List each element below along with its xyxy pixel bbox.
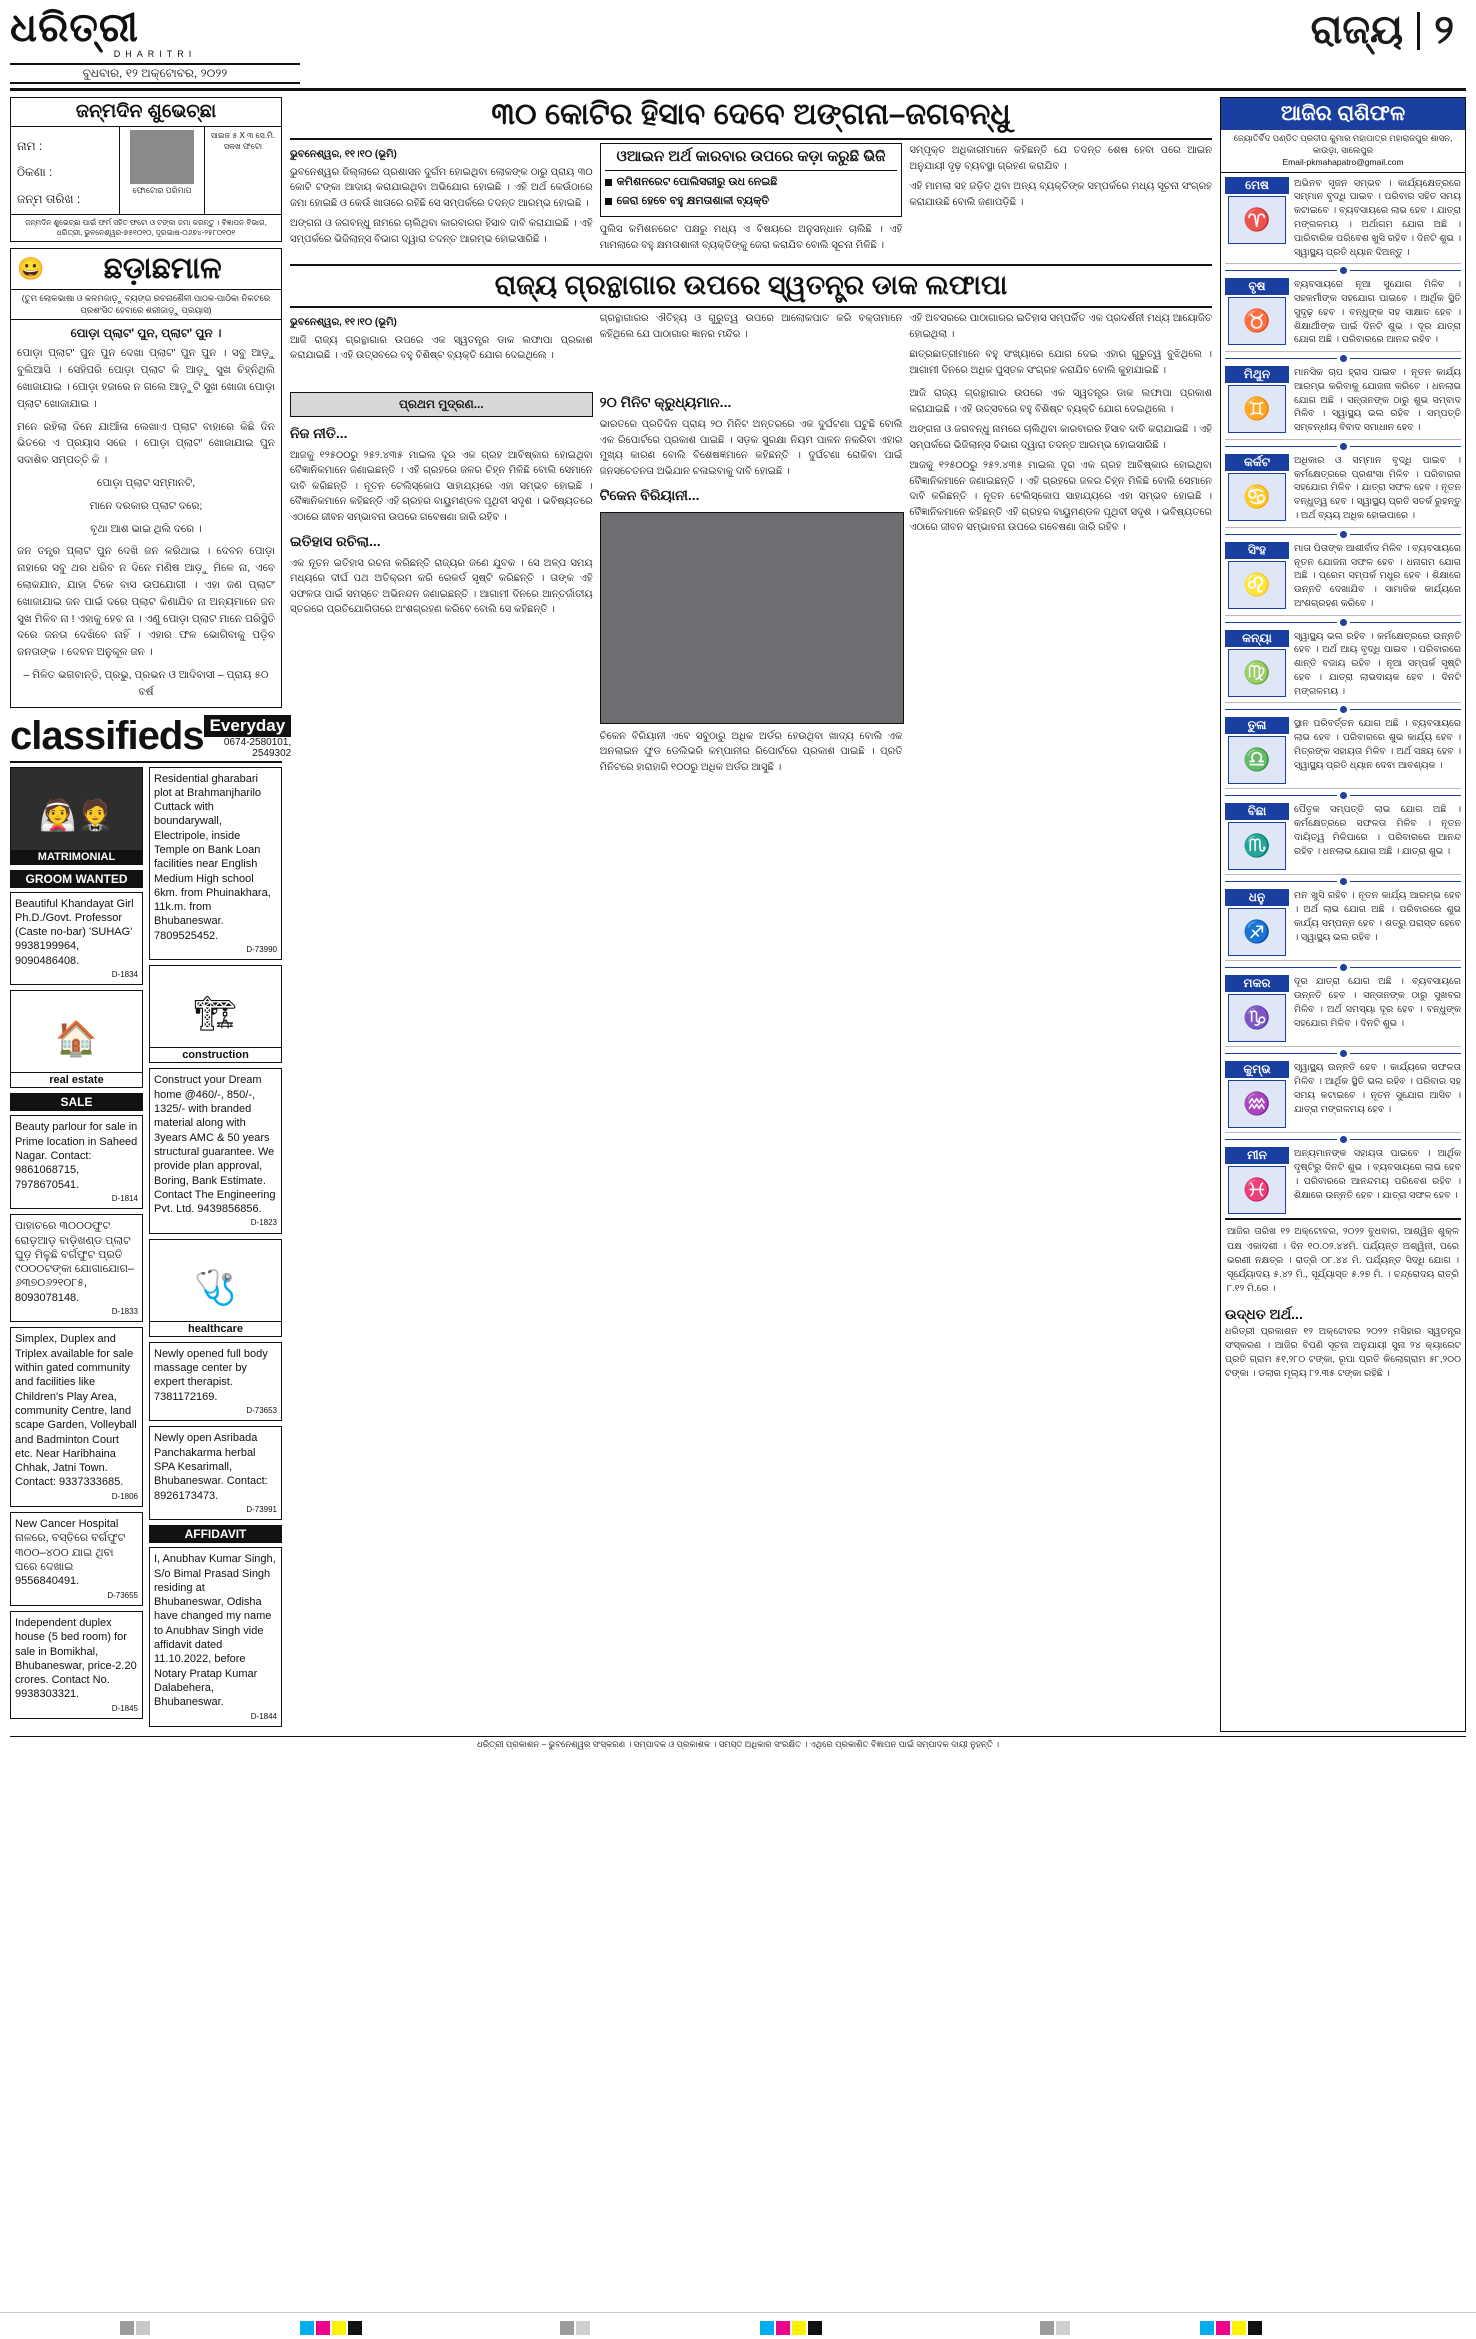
divider — [1225, 267, 1461, 274]
divider — [1225, 1136, 1461, 1143]
sign-text: ପୈତୃକ ସମ୍ପତ୍ତି ଲାଭ ଯୋଗ ଅଛି । କର୍ମକ୍ଷେତ୍ରରେ ସଫଳତା ମିଳିବ । ନୂତନ ଦାୟିତ୍ୱ ମିଳିପାରେ । ପରିବାରରେ ଆନନ୍ଦ ରହିବ । ଧନଲାଭ ଯୋଗ ଅଛି । ଯାତ୍ରା ଶୁଭ । — [1294, 804, 1461, 857]
divider — [1225, 443, 1461, 450]
second-headline: ରାଜ୍ୟ ଗ୍ରନ୍ଥାଗାର ଉପରେ ସ୍ୱତନ୍ତ୍ର ଡାକ ଲଫାପା — [290, 264, 1212, 308]
birthday-photo-slot — [119, 127, 205, 214]
sign-name: ମିଥୁନ — [1225, 366, 1289, 383]
main-sidebox — [600, 143, 903, 217]
sign-text: ଅଧିକାର ଓ ସମ୍ମାନ ବୃଦ୍ଧି ପାଇବ । କର୍ମକ୍ଷେତ୍ରରେ ପ୍ରଶଂସା ମିଳିବ । ପରିବାରର ସହଯୋଗ ମିଳିବ । ଯାତ୍ରା ସଫଳ ହେବ । ନୂତନ ବନ୍ଧୁତ୍ୱ ହେବ । ସ୍ୱାସ୍ଥ୍ୟ ପ୍ରତି ସତର୍କ ରୁହନ୍ତୁ । ଅର୍ଥ ବ୍ୟୟ ଅଧିକ ହୋଇପାରେ । — [1294, 454, 1461, 521]
matrimonial-image — [10, 767, 143, 865]
ad-code: D-1806 — [111, 1491, 138, 1501]
sidebox-bullet: ଜେରା ହେବେ ବହୁ କ୍ଷମତାଶାଳୀ ବ୍ୟକ୍ତି — [605, 194, 898, 209]
second-col-1 — [290, 311, 593, 383]
leo-icon: ♌ — [1228, 561, 1286, 609]
main-headline: ୩୦ କୋଟିର ହିସାବ ଦେବେ ଅଙ୍ଗନା–ଜଗବନ୍ଧୁ — [290, 97, 1212, 140]
horoscope-sign — [1225, 450, 1461, 528]
sign-head — [1225, 1061, 1289, 1128]
birthday-body — [11, 127, 281, 214]
paragraph: ସମ୍ପୃକ୍ତ ଅଧିକାରୀମାନେ କହିଛନ୍ତି ଯେ ତଦନ୍ତ ଶେଷ ହେବା ପରେ ଆଇନ ଅନୁଯାୟୀ ଦୃଢ଼ ବ୍ୟବସ୍ଥା ଗ୍ରହଣ କରାଯିବ । — [909, 145, 1213, 172]
classifieds-grid — [10, 767, 282, 1732]
category-sale: SALE — [10, 1093, 143, 1111]
satire-title: ଛଡ଼ାଛମାଳ — [103, 252, 222, 286]
divider — [1225, 792, 1461, 799]
classifieds-header — [10, 713, 292, 763]
sign-name: ତୁଳା — [1225, 717, 1289, 734]
sign-text: ମନ ଖୁସି ରହିବ । ନୂତନ କାର୍ଯ୍ୟ ଆରମ୍ଭ ହେବ । ଅର୍ଥ ଲାଭ ଯୋଗ ଅଛି । ପରିବାରରେ ଶୁଭ କାର୍ଯ୍ୟ ସମ୍ପନ୍ନ ହେବ । ଶତ୍ରୁ ପରାସ୍ତ ହେବେ । ସ୍ୱାସ୍ଥ୍ୟ ଭଲ ରହିବ । — [1294, 890, 1461, 943]
ad-code: D-1844 — [250, 1711, 277, 1721]
ad-item[interactable] — [149, 767, 282, 961]
real-estate-caption: real estate — [11, 1072, 142, 1087]
stethoscope-icon: 🩺 — [194, 1268, 237, 1307]
birthday-footer: ଜନ୍ମଦିନ ଶୁଭେଚ୍ଛା ପାଇଁ ଫର୍ମ ସହିତ ଫଟୋ ଓ ଟଙ୍କା ଜମା କରନ୍ତୁ । ବିଜ୍ଞାପନ ବିଭାଗ, ଧରିତ୍ରୀ, ଭୁବନେଶ୍ୱର-୭୫୧୦୧୦, ଦୂରଭାଷ-୦୬୭୪-୨୫୮୦୧୦୧ — [11, 214, 281, 241]
verse-2: ମାନେ ଦରକାର ପ୍ଲାଟ ଦରେ; — [89, 499, 203, 512]
birthday-fields — [11, 127, 119, 214]
verse-1: ପୋଡ଼ା ପ୍ଲାଟ ସମ୍ମାନଟି, — [96, 476, 196, 489]
masthead-logo-sub: DHARITRI — [113, 49, 197, 59]
masthead-date: ବୁଧବାର, ୧୨ ଅକ୍ଟୋବର, ୨୦୨୨ — [10, 63, 300, 84]
divider — [1225, 619, 1461, 626]
feature-text: ଏକ ନୂତନ ଇତିହାସ ରଚନା କରିଛନ୍ତି ରାଜ୍ୟର ଜଣେ ଯୁବକ । ସେ ଅଳ୍ପ ସମୟ ମଧ୍ୟରେ ଦୀର୍ଘ ପଥ ଅତିକ୍ରମ କରି ରେକର୍ଡ ସୃଷ୍ଟି କରିଛନ୍ତି । ତାଙ୍କ ଏହି ସଫଳତା ପାଇଁ ସମସ୍ତେ ଅଭିନନ୍ଦନ ଜଣାଇଛନ୍ତି । ଆଗାମୀ ଦିନରେ ଆନ୍ତର୍ଜାତୀୟ ସ୍ତରରେ ପ୍ରତିଯୋଗିତାରେ ଅଂଶଗ୍ରହଣ କରିବେ ବୋଲି ସେ କହିଛନ୍ତି । — [290, 557, 593, 616]
birthday-title: ଜନ୍ମଦିନ ଶୁଭେଚ୍ଛା — [11, 98, 281, 127]
horoscope-sign — [1225, 1057, 1461, 1133]
second-story-body — [290, 311, 1212, 383]
sign-text: ଅଭିନବ ସୃଜନ ସମ୍ଭବ । କାର୍ଯ୍ୟକ୍ଷେତ୍ରରେ ସମ୍ମାନ ବୃଦ୍ଧି ପାଇବ । ପରିବାର ସହିତ ସମୟ କଟାଇବେ । ବ୍ୟବସାୟରେ ଲାଭ ହେବ । ଯାତ୍ରା ମଙ୍ଗଳମୟ । ଅର୍ଥାଗମ ଯୋଗ ଅଛି । ପାରିବାରିକ ପରିବେଶ ଖୁସି ରହିବ । ଦିନଟି ଶୁଭ । ସ୍ୱାସ୍ଥ୍ୟ ପ୍ରତି ଧ୍ୟାନ ଦିଅନ୍ତୁ । — [1294, 177, 1461, 258]
horoscope-sign — [1225, 713, 1461, 789]
satire-signature: – ମିଳିତ ଭଗବାନ୍ତି, ପ୍ରଭୁ, ପ୍ରଭନ ଓ ଆଦିବାସୀ – ପ୍ରାୟ ୫୦ ବର୍ଷ — [23, 668, 269, 698]
horoscope-sign — [1225, 362, 1461, 440]
horoscope-sign — [1225, 173, 1461, 265]
real-estate-image — [10, 990, 143, 1088]
paragraph: ପୁଲିସ କମିଶନରେଟ ପକ୍ଷରୁ ମଧ୍ୟ ଏ ବିଷୟରେ ଅନୁସନ୍ଧାନ ଚାଲିଛି । ଏହି ମାମଲାରେ ବହୁ କ୍ଷମତାଶାଳୀ ବ୍ୟକ୍ତିଙ୍କୁ ଜେରା କରାଯିବ ବୋଲି ସୂଚନା ମିଳିଛି । — [599, 224, 903, 251]
astrologer-email: Email-pkmahapatro@gmail.com — [1282, 156, 1404, 167]
ad-item[interactable] — [10, 1512, 143, 1606]
ad-item[interactable] — [10, 1214, 143, 1322]
second-col-2 — [600, 311, 903, 383]
photo-caption: ଫୋଟୋର ପରିମାପ — [132, 186, 192, 195]
paragraph: ଏହି ମାମଲା ସହ ଜଡ଼ିତ ଥିବା ଅନ୍ୟ ବ୍ୟକ୍ତିଙ୍କ ସମ୍ପର୍କରେ ମଧ୍ୟ ସୂଚନା ସଂଗ୍ରହ କରାଯାଉଛି ବୋଲି ଜଣାପଡ଼ିଛି । — [909, 181, 1213, 208]
paragraph: ଆଜି ରାଜ୍ୟ ଗ୍ରନ୍ଥାଗାର ଉପରେ ଏକ ସ୍ୱତନ୍ତ୍ର ଡାକ ଲଫାପା ପ୍ରକାଶ କରାଯାଇଛି । ଏହି ଉତ୍ସବରେ ବହୁ ବିଶିଷ୍ଟ ବ୍ୟକ୍ତି ଯୋଗ ଦେଇଥିଲେ । — [290, 334, 593, 362]
main-column — [290, 97, 1212, 1732]
feature-col-1 — [290, 386, 593, 780]
feature-text: ଭାରତରେ ପ୍ରତିଦିନ ପ୍ରାୟ ୨୦ ମିନିଟ ଅନ୍ତରରେ ଏକ ଦୁର୍ଘଟଣା ଘଟୁଛି ବୋଲି ଏକ ରିପୋର୍ଟରେ ପ୍ରକାଶ ପାଇଛି । ସଡ଼କ ସୁରକ୍ଷା ନିୟମ ପାଳନ ନକରିବା ଏହାର ମୁଖ୍ୟ କାରଣ ବୋଲି ବିଶେଷଜ୍ଞମାନେ କହିଛନ୍ତି । ଦୁର୍ଘଟଣା ରୋକିବା ପାଇଁ ଜନସଚେତନତା ଅଭିଯାନ ଚଳାଇବାକୁ ଦାବି ହୋଇଛି । — [599, 419, 903, 477]
divider — [1225, 1050, 1461, 1057]
paragraph: ଭୁବନେଶ୍ୱର ଜିଲ୍ଲାରେ ପ୍ରଶାସନ ଦୁର୍ଗମ ହୋଇଥିବା ଲୋକଙ୍କ ଠାରୁ ପ୍ରାୟ ୩୦ କୋଟି ଟଙ୍କା ଆଦାୟ କରାଯାଇଥିବା ଅଭିଯୋଗ ହୋଇଛି । ଏହି ଅର୍ଥ କେଉଁଠାରେ ଜମା ହୋଇଛି ଓ କେଉଁ ଖାତାରେ ରହିଛି ସେ ସମ୍ପର୍କରେ ତଦନ୍ତ ଆରମ୍ଭ ହୋଇଛି । — [290, 166, 593, 209]
sign-head — [1225, 1147, 1289, 1214]
ad-code: D-73655 — [107, 1590, 138, 1600]
left-column — [10, 97, 292, 1732]
satire-closing: ଜନ ତନ୍ତ୍ର ପ୍ଲାଟ ପୁନ ଦେଖି ଜନ କରିଥାଇ । ଦେବନ ପୋଡ଼ା ନାହାରେ ସବୁ ଥର ଧରିବ ନ ଦିନେ ମଣିଷ ଆଡ଼ୁ ମିଳେ ନା, ଏବେ ଲୋକଯାନ, ଯାହା ଟିକେ ବାସ ଉପଯୋଗୀ । ଏହା ଜଣ ପ୍ଲାଟ' ଖୋଜାଯାଇ ଜନ ପାଇଁ ଦରେ ପ୍ଲାଟ କିଣାଯିବ ନା ଅନ୍ୟମାନେ ଜନ ସୁଖ ମିଳିବ ନା ! ଏହାକୁ ହେବ ନା । ଏଣୁ ପୋଡ଼ା ପ୍ଲାଟ ମାନେ ପରିସ୍ଥିତି ଦରେ ଜନତା ଦେଖିବେ ନାହିଁ । ଏହାର ଫଳ ଭୋଗିବାକୁ ପଡ଼ିବ ଜନତାଙ୍କ । ଦେବନ ଅନୁକୂଳ ଜନ । — [17, 545, 275, 659]
color-registration-strip — [0, 2312, 1476, 2339]
field-name: ନାମ : — [17, 139, 43, 153]
second-byline: ଭୁବନେଶ୍ୱର, ୧୧।୧୦ (ଭୂମି) — [290, 317, 397, 329]
horoscope-credit — [1221, 130, 1465, 173]
scorpio-icon: ♏ — [1228, 822, 1286, 870]
divider — [1225, 706, 1461, 713]
divider — [1225, 964, 1461, 971]
field-dob: ଜନ୍ମ ତାରିଖ : — [17, 191, 81, 206]
paragraph: ଛାତ୍ରଛାତ୍ରୀମାନେ ବହୁ ସଂଖ୍ୟାରେ ଯୋଗ ଦେଇ ଏହାର ଗୁରୁତ୍ୱ ବୁଝିଥିଲେ । ଆଗାମୀ ଦିନରେ ଅଧିକ ପୁସ୍ତକ ସଂଗ୍ରହ କରାଯିବ ବୋଲି କୁହାଯାଇଛି । — [909, 349, 1213, 376]
sign-text: ମାନସିକ ଚାପ ହ୍ରାସ ପାଇବ । ନୂତନ କାର୍ଯ୍ୟ ଆରମ୍ଭ କରିବାକୁ ଯୋଜନା କରିବେ । ଧନଲାଭ ଯୋଗ ଅଛି । ସନ୍ତାନଙ୍କ ଠାରୁ ଶୁଭ ସମ୍ବାଦ ମିଳିବ । ସ୍ୱାସ୍ଥ୍ୟ ଭଲ ରହିବ । ସମ୍ପତ୍ତି ସମ୍ବନ୍ଧୀୟ ବିବାଦ ସମାଧାନ ହେବ । — [1294, 367, 1461, 434]
healthcare-caption: healthcare — [150, 1321, 281, 1336]
satire-subtitle: (ତୁମ ଲୋକଭାଷା ଓ କଳମଜାଡ଼ୁ ବ୍ୟଙ୍ଗ ରଚନାଶୈଳୀ ପାଠକ-ପାଠିକା ନିକଟରେ ପ୍ରଶଂସିତ ହେବାରେ ଶରୀଜାଡ଼ୁ ପ୍ରୟାସ) — [11, 290, 281, 320]
ad-item[interactable] — [10, 1115, 143, 1209]
sign-text: ବ୍ୟବସାୟରେ ନୂଆ ସୁଯୋଗ ମିଳିବ । ସହକର୍ମୀଙ୍କ ସହଯୋଗ ପାଇବେ । ଆର୍ଥିକ ସ୍ଥିତି ସୁଦୃଢ଼ ହେବ । ବନ୍ଧୁଙ୍କ ସହ ସାକ୍ଷାତ ହେବ । ଶିକ୍ଷାର୍ଥୀଙ୍କ ପାଇଁ ଦିନଟି ଶୁଭ । ଦୂର ଯାତ୍ରା ଯୋଗ ଅଛି । ପରିବାରରେ ଆନନ୍ଦ ରହିବ । — [1294, 279, 1461, 346]
story-col-2 — [600, 143, 903, 258]
ad-code: D-1833 — [111, 1307, 138, 1317]
news-photo — [600, 512, 905, 724]
aquarius-icon: ♒ — [1228, 1080, 1286, 1128]
swatch-group-gray-2 — [1040, 2321, 1070, 2335]
field-address: ଠିକଣା : — [17, 165, 53, 180]
ad-code: D-1845 — [111, 1703, 138, 1713]
ad-item[interactable] — [149, 1342, 282, 1422]
ad-item[interactable] — [149, 1426, 282, 1520]
sign-name: କନ୍ୟା — [1225, 630, 1289, 647]
feature-text: ଆଜକୁ ୧୨୫୦୦ରୁ ୨୫୨.୪୩୫ ମାଇଲ ଦୂର ଏକ ଗ୍ରହ ଆବିଷ୍କାର ହୋଇଥିବା ବୈଜ୍ଞାନିକମାନେ ଜଣାଇଛନ୍ତି । ଏହି ଗ୍ରହରେ ଜଳର ଚିହ୍ନ ମିଳିଛି ବୋଲି ସେମାନେ ଦାବି କରିଛନ୍ତି । ନୂତନ ଟେଲିସ୍କୋପ ସାହାଯ୍ୟରେ ଏହା ସମ୍ଭବ ହୋଇଛି । ବୈଜ୍ଞାନିକମାନେ କହିଛନ୍ତି ଏହି ଗ୍ରହର ବାୟୁମଣ୍ଡଳ ପୃଥିବୀ ସଦୃଶ । ଭବିଷ୍ୟତରେ ଏଠାରେ ଜୀବନ ସମ୍ଭାବନା ଉପରେ ଗବେଷଣା ଜାରି ରହିବ । — [290, 449, 593, 523]
aries-icon: ♈ — [1228, 196, 1286, 244]
story-col-3 — [909, 143, 1212, 258]
construction-image — [149, 965, 282, 1063]
poem-title: ପୋଡ଼ା ପ୍ଲାଟ' ପୁନ, ପ୍ଲାଟ' ପୁନ । — [70, 326, 222, 341]
house-icon: 🏠 — [55, 1020, 98, 1059]
horoscope-sign — [1225, 885, 1461, 961]
ad-text: Construct your Dream home @460/-, 850/-, 1325/- with branded material along with 3years AMC & 50 years structural guarantee. We provide plan approval, Boring, Bank Estimate. Contact The Engineering Pvt. Ltd. 9439856856. — [154, 1074, 276, 1216]
category-affidavit: AFFIDAVIT — [149, 1525, 282, 1543]
horoscope-sign — [1225, 1143, 1461, 1218]
paragraph: ଅଙ୍ଗନା ଓ ଜଗବନ୍ଧୁ ନାମରେ ଚାଲିଥିବା କାରବାରର ହିସାବ ଦାବି କରାଯାଇଛି । ଏହି ସମ୍ପର୍କରେ ଭିଜିଲାନ୍ସ ବିଭାଗ ଦ୍ୱାରା ତଦନ୍ତ ଆରମ୍ଭ ହୋଇସାରିଛି । — [909, 424, 1213, 451]
ad-text: ପାହାଚରେ ୩୦୦୦ଫୁଟ ରୋଡ଼ଆଡ଼ ବାଡ଼ିଖଣ୍ଡ ପ୍ଲାଟ ଘୁଡ଼ ମିଳୁଛି ବର୍ଗଫୁଟ ପ୍ରତି ୯୦୦୦ଟଙ୍କା ଯୋଗାଯୋଗ– ୬୩୭୦୬୨୧୦୮୫, 8093078148. — [15, 1220, 135, 1304]
ad-code: D-1823 — [250, 1218, 277, 1228]
sign-head — [1225, 177, 1289, 260]
ad-code: D-73991 — [246, 1504, 277, 1514]
poem-line-1: ପୋଡ଼ା ପ୍ଲାଟ' ପୁନ ପୁନ ଦେଖା ପ୍ଲାଟ' ପୁନ ପୁନ । ସବୁ ଆଡ଼ୁ ବୁଲିଆସି । ସେହିପରି ପୋଡ଼ା ପ୍ଲାଟ କି ଆଡ଼ୁ ସୁଖ ଚିହ୍ନିଥିଲି ଖୋଜାଯାଇ । ପୋଡ଼ା ହଜାରେ ନ ଗଲେ ଆଡ଼ୁଟି ସୁଖ ଖୋଜା ପୋଡ଼ା ପ୍ଲାଟ ଖୋଜାଯାଇ । — [17, 347, 275, 410]
sidebox-title: ଓଆଇନ ଅର୍ଥ କାରବାର ଉପରେ କଡ଼ା କରୁଛି ଭିଜି — [605, 148, 898, 171]
pisces-icon: ♓ — [1228, 1166, 1286, 1214]
poem-body — [11, 345, 281, 700]
main-byline: ଭୁବନେଶ୍ୱର, ୧୧।୧୦ (ଭୂମି) — [290, 149, 397, 160]
sign-head — [1225, 630, 1289, 699]
horoscope-title: ଆଜିର ରାଶିଫଳ — [1221, 98, 1465, 130]
masthead-logo: ଧରିତ୍ରୀ — [10, 6, 139, 50]
ad-code: D-73990 — [246, 945, 277, 955]
section-heading — [1311, 8, 1466, 53]
sign-text: ଅନ୍ୟମାନଙ୍କ ସହାୟତା ପାଇବେ । ଆର୍ଥିକ ଦୃଷ୍ଟିରୁ ଦିନଟି ଶୁଭ । ବ୍ୟବସାୟରେ ଲାଭ ହେବ । ପରିବାରରେ ଆନନ୍ଦମୟ ପରିବେଶ ରହିବ । ଶିକ୍ଷାରେ ଉନ୍ନତି ହେବ । ଯାତ୍ରା ସଫଳ ହେବ । — [1294, 1148, 1461, 1201]
capricorn-icon: ♑ — [1228, 994, 1286, 1042]
sign-head — [1225, 454, 1289, 523]
sign-head — [1225, 889, 1289, 956]
virgo-icon: ♍ — [1228, 649, 1286, 697]
ad-item[interactable] — [149, 1547, 282, 1727]
feature-text: ଚିକେନ ବିରିୟାନୀ ଏବେ ସବୁଠାରୁ ଅଧିକ ଅର୍ଡର ହେଉଥିବା ଖାଦ୍ୟ ବୋଲି ଏକ ଅନଲାଇନ ଫୁଡ ଡେଲିଭରି କମ୍ପାନୀର ରିପୋର୍ଟରେ ପ୍ରକାଶ ପାଇଛି । ପ୍ରତି ମିନିଟରେ ହାରାହାରି ୧୦୦ରୁ ଅଧିକ ଅର୍ଡର ଆସୁଛି । — [599, 730, 903, 773]
ad-text: Newly open Asribada Panchakarma herbal SPA Kesarimall, Bhubaneswar. Contact: 8926173473. — [154, 1432, 268, 1502]
ad-code: D-73653 — [246, 1406, 277, 1415]
sign-head — [1225, 717, 1289, 784]
horoscope-sign — [1225, 274, 1461, 352]
ad-item[interactable] — [10, 1611, 143, 1719]
category-groom-wanted: GROOM WANTED — [10, 870, 143, 888]
sign-text: ସ୍ୱାସ୍ଥ୍ୟ ଭଲ ରହିବ । କର୍ମକ୍ଷେତ୍ରରେ ଉନ୍ନତି ହେବ । ଅର୍ଥ ଆୟ ବୃଦ୍ଧି ପାଇବ । ପରିବାରରେ ଶାନ୍ତି ବଜାୟ ରହିବ । ନୂଆ ସମ୍ପର୍କ ସୃଷ୍ଟି ହେବ । ଯାତ୍ରା ଲାଭଦାୟକ ହେବ । ଦିନଟି ମଙ୍ଗଳମୟ । — [1294, 630, 1461, 697]
cartoon-icon: 😀 — [17, 256, 45, 282]
classifieds-everyday-badge: Everyday — [204, 715, 292, 737]
logo-block — [10, 8, 300, 84]
masthead — [10, 8, 1466, 91]
ad-item[interactable] — [10, 892, 143, 986]
sign-head — [1225, 975, 1289, 1042]
sidebox-bullet: କମିଶନରେଟ ପୋଲିସରୀରୁ ଉଧ ନେଇଛି — [605, 175, 898, 190]
horoscope-sign — [1225, 799, 1461, 875]
swatch-group-gray — [560, 2321, 590, 2335]
ad-text: New Cancer Hospital ନାଳରେ, ବସ୍ତିରେ ବର୍ଗଫୁଟ ୩୦୦–୪୦୦ ଯାଇ ଥିବା ଘରେ ଦେଖାଇ 9556840491. — [15, 1518, 126, 1588]
main-story-body — [290, 143, 1212, 258]
horoscope-column — [1220, 97, 1466, 1732]
page-imprint: ଧରିତ୍ରୀ ପ୍ରକାଶନ – ଭୁବନେଶ୍ୱର ସଂସ୍କରଣ । ସମ୍ପାଦକ ଓ ପ୍ରକାଶକ । ସମସ୍ତ ଅଧିକାର ସଂରକ୍ଷିତ । ଏଥିରେ ପ୍ରକାଶିତ ବିଜ୍ଞାପନ ପାଇଁ ସମ୍ପାଦକ ଦାୟୀ ନୁହନ୍ତି । — [10, 1736, 1466, 1752]
sign-text: ସ୍ଥାନ ପରିବର୍ତ୍ତନ ଯୋଗ ଅଛି । ବ୍ୟବସାୟରେ ଲାଭ ହେବ । ପରିବାରରେ ଶୁଭ କାର୍ଯ୍ୟ ହେବ । ମିତ୍ରଙ୍କ ସହାୟତା ମିଳିବ । ଅର୍ଥ ସଞ୍ଚୟ ହେବ । ସ୍ୱାସ୍ଥ୍ୟ ପ୍ରତି ଧ୍ୟାନ ଦେବା ଆବଶ୍ୟକ । — [1294, 718, 1461, 771]
gemini-icon: ♊ — [1228, 385, 1286, 433]
horoscope-sign — [1225, 971, 1461, 1047]
ad-code: D-1834 — [111, 969, 138, 979]
feature-title: ଇତିହାସ ରଚିଲା... — [290, 533, 381, 550]
ad-text: Independent duplex house (5 bed room) for sale in Bomikhal, Bhubaneswar, price-2.20 crores. Contact No. 9938303321. — [15, 1616, 137, 1701]
classifieds-right-col — [149, 767, 282, 1732]
sign-head — [1225, 803, 1289, 870]
matrimonial-caption: MATRIMONIAL — [11, 850, 142, 864]
poem-line-2: ମନେ ରହିଲା ଦିନେ ଯାଆଁଳା ଲେଖାଏ ପ୍ଲାଟ ବାହାରେ କିଛି ଦିନ ଭିତରେ ଏ ପ୍ରୟାସ ସରେ । ପୋଡ଼ା ପ୍ଲାଟ' ଖୋଜାଯାଇ ପୁନ ସଦାଶିବ ସମ୍ପତ୍ତି କି । — [17, 420, 275, 467]
section-name: ରାଜ୍ୟ — [1310, 8, 1404, 52]
birthday-size-note: ସାଇଜ ୫ X ୩ ସେ.ମି. ସଳଖ ଫଟୋ — [210, 131, 276, 151]
construction-caption: construction — [150, 1047, 281, 1062]
sign-name: ଧନୁ — [1225, 889, 1289, 906]
divider — [1225, 531, 1461, 538]
ad-text: Residential gharabari plot at Brahmanjharilo Cuttack with boundarywall, Electripole, inside Temple on Bank Loan facilities near English Medium High school 6km. from Phuinakhara, 11k.m. from Bhubaneswar. 7809525452. — [154, 772, 271, 942]
sagittarius-icon: ♐ — [1228, 908, 1286, 956]
feature-col-3 — [909, 386, 1212, 780]
sign-name: ମୀନ — [1225, 1147, 1289, 1164]
feature-title: ୨୦ ମିନିଟ କ୍ରୁଧ୍ୟମାନ... — [599, 394, 732, 411]
classifieds-section — [10, 713, 292, 1732]
sign-head — [1225, 366, 1289, 435]
story-col-1 — [290, 143, 593, 258]
horoscope-list — [1221, 173, 1465, 1388]
sign-text: ଦୂର ଯାତ୍ରା ଯୋଗ ଅଛି । ବ୍ୟବସାୟରେ ଉନ୍ନତି ହେବ । ସନ୍ତାନଙ୍କ ଠାରୁ ସୁଖବର ମିଳିବ । ଅର୍ଥ ସମସ୍ୟା ଦୂର ହେବ । ବନ୍ଧୁଙ୍କ ସହଯୋଗ ମିଳିବ । ଦିନଟି ଶୁଭ । — [1294, 976, 1461, 1029]
paragraph: ଅଙ୍ଗନା ଓ ଜଗବନ୍ଧୁ ନାମରେ ଚାଲିଥିବା କାରବାରର ହିସାବ ଦାବି କରାଯାଇଛି । ଏହି ସମ୍ପର୍କରେ ଭିଜିଲାନ୍ସ ବିଭାଗ ଦ୍ୱାରା ତଦନ୍ତ ଆରମ୍ଭ ହୋଇସାରିଛି । — [290, 218, 593, 245]
sign-name: ମେଷ — [1225, 177, 1289, 194]
paragraph: ଆଜି ରାଜ୍ୟ ଗ୍ରନ୍ଥାଗାର ଉପରେ ଏକ ସ୍ୱତନ୍ତ୍ର ଡାକ ଲଫାପା ପ୍ରକାଶ କରାଯାଇଛି । ଏହି ଉତ୍ସବରେ ବହୁ ବିଶିଷ୍ଟ ବ୍ୟକ୍ତି ଯୋଗ ଦେଇଥିଲେ । — [909, 388, 1213, 415]
ad-text: Beautiful Khandayat Girl Ph.D./Govt. Professor (Caste no-bar) 'SUHAG' 9938199964, 9090486408. — [15, 897, 134, 967]
paragraph: ଏହି ଅବସରରେ ପାଠାଗାରର ଇତିହାସ ସମ୍ପର୍କିତ ଏକ ପ୍ରଦର୍ଶନୀ ମଧ୍ୟ ଆୟୋଜିତ ହୋଇଥିଲା । — [909, 313, 1213, 340]
feature-col-2 — [600, 386, 903, 780]
ad-text: Beauty parlour for sale in Prime location in Saheed Nagar. Contact: 9861068715, 7978670541. — [15, 1121, 138, 1191]
paragraph: ଗ୍ରନ୍ଥାଗାରର ଐତିହ୍ୟ ଓ ଗୁରୁତ୍ୱ ଉପରେ ଆଲୋକପାତ କରି ବକ୍ତାମାନେ କହିଥିଲେ ଯେ ପାଠାଗାର ଜ୍ଞାନର ମନ୍ଦିର । — [599, 313, 903, 340]
ad-text: I, Anubhav Kumar Singh, S/o Bimal Prasad Singh residing at Bhubaneswar, Odisha have changed my name to Anubhav Singh vide affidavit dated 11.10.2022, before Notary Pratap Kumar Dalabehera, Bhubaneswar. — [154, 1553, 276, 1709]
horoscope-sign — [1225, 626, 1461, 704]
swatch-group-cmyk-2 — [760, 2321, 822, 2335]
ad-code: D-1814 — [111, 1193, 138, 1203]
sign-name: ବୃଷ — [1225, 278, 1289, 295]
paragraph: ଆଜକୁ ୧୨୫୦୦ରୁ ୨୫୨.୪୩୫ ମାଇଲ ଦୂର ଏକ ଗ୍ରହ ଆବିଷ୍କାର ହୋଇଥିବା ବୈଜ୍ଞାନିକମାନେ ଜଣାଇଛନ୍ତି । ଏହି ଗ୍ରହରେ ଜଳର ଚିହ୍ନ ମିଳିଛି ବୋଲି ସେମାନେ ଦାବି କରିଛନ୍ତି । ନୂତନ ଟେଲିସ୍କୋପ ସାହାଯ୍ୟରେ ଏହା ସମ୍ଭବ ହୋଇଛି । ବୈଜ୍ଞାନିକମାନେ କହିଛନ୍ତି ଏହି ଗ୍ରହର ବାୟୁମଣ୍ଡଳ ପୃଥିବୀ ସଦୃଶ । ଭବିଷ୍ୟତରେ ଏଠାରେ ଜୀବନ ସମ୍ଭାବନା ଉପରେ ଗବେଷଣା ଜାରି ରହିବ । — [909, 460, 1213, 534]
feature-tag: ପ୍ରଥମ ମୁଦ୍ରଣ... — [290, 392, 593, 417]
sign-head — [1225, 542, 1289, 611]
libra-icon: ♎ — [1228, 736, 1286, 784]
birthday-coupon — [10, 97, 282, 242]
sign-head — [1225, 278, 1289, 347]
photo-placeholder — [130, 130, 194, 184]
divider — [1225, 355, 1461, 362]
second-col-3 — [909, 311, 1212, 383]
satire-column — [10, 248, 282, 707]
market-text: ଧରିତ୍ରୀ ପ୍ରକାଶନ ୧୨ ଅକ୍ଟୋବର ୨୦୨୨ ମସିହାର ସ୍ୱତନ୍ତ୍ର ସଂସ୍କରଣ । ଆଜିର ବିପଣି ସୂଚନା ଅନୁଯାୟୀ ସୁନା ୨୪ କ୍ୟାରେଟ ପ୍ରତି ଗ୍ରାମ ୫୧,୨୮୦ ଟଙ୍କା, ରୂପା ପ୍ରତି କିଲୋଗ୍ରାମ ୫୮,୨୦୦ ଟଙ୍କା । ଡଲାର ମୂଲ୍ୟ ୮୨.୩୫ ଟଙ୍କା ରହିଛି । — [1225, 1325, 1461, 1380]
page-number: ୨ — [1434, 8, 1454, 52]
horoscope-sign — [1225, 538, 1461, 616]
ad-item[interactable] — [149, 1068, 282, 1233]
divider — [1225, 878, 1461, 885]
classifieds-title: classifieds — [10, 713, 204, 758]
feature-title: ଟିକେନ ବିରିୟାନୀ... — [599, 487, 700, 504]
market-heading: ଉଦ୍ଧତ ଅର୍ଥ... — [1225, 1305, 1303, 1322]
sign-text: ମାତା ପିତାଙ୍କ ଆଶୀର୍ବାଦ ମିଳିବ । ବ୍ୟବସାୟରେ ନୂତନ ଯୋଜନା ସଫଳ ହେବ । ଧନାଗମ ଯୋଗ ଅଛି । ପ୍ରେମ ସମ୍ପର୍କ ମଧୁର ହେବ । ଶିକ୍ଷାରେ ଉନ୍ନତି ଦେଖାଯିବ । ସାମାଜିକ କାର୍ଯ୍ୟରେ ଅଂଶଗ୍ରହଣ କରିବେ । — [1294, 542, 1461, 609]
swatch-group-cmyk-1 — [300, 2321, 362, 2335]
page-columns — [10, 97, 1466, 1732]
cancer-icon: ♋ — [1228, 473, 1286, 521]
sign-name: ବିଛା — [1225, 803, 1289, 820]
divider — [1417, 12, 1420, 50]
classifieds-left-col — [10, 767, 143, 1732]
healthcare-image — [149, 1239, 282, 1337]
astrologer-name: ଜ୍ୟୋତିର୍ବିଦ ପଣ୍ଡିତ ପ୍ରଦୀପ କୁମାର ମହାପାତ୍ର ମହାରାଜପୁର ଶାସନ, କାଉଡ଼ା, ସାଲେପୁର — [1233, 133, 1453, 155]
building-icon: 🏗 — [193, 995, 238, 1034]
verse-3: ବୃଥା ଆଶ ଭାଇ ଥିଲି ଦରେ । — [90, 522, 202, 535]
couple-icon: 👰🤵 — [39, 799, 114, 832]
features-body — [290, 386, 1212, 780]
swatch-group-left — [120, 2321, 150, 2335]
sign-name: କର୍କଟ — [1225, 454, 1289, 471]
panchang-note: ଆଜିର ତାରିଖ ୧୨ ଅକ୍ଟୋବର, ୨୦୨୨ ବୁଧବାର, ଆଶ୍ୱିନ ଶୁକ୍ଳ ପକ୍ଷ ଏକାଦଶୀ । ଦିନ ୧୦.୦୨.୪୪ମି. ପର୍ଯ୍ୟନ୍ତ ଅଶ୍ୱିନୀ, ପରେ ଭରଣୀ ନକ୍ଷତ୍ର । ରାତ୍ରି ୦୮.୪୪ ମି. ପର୍ଯ୍ୟନ୍ତ ସିଦ୍ଧି ଯୋଗ । ସୂର୍ଯ୍ୟୋଦୟ ୫.୪୨ ମି., ସୂର୍ଯ୍ୟାସ୍ତ ୫.୨୭ ମି. । ଚନ୍ଦ୍ରୋଦୟ ରାତ୍ରି ୮.୧୨ ମି.ରେ । — [1225, 1218, 1461, 1301]
taurus-icon: ♉ — [1228, 297, 1286, 345]
classifieds-phone: 0674-2580101, 2549302 — [223, 736, 292, 759]
sign-name: ସିଂହ — [1225, 542, 1289, 559]
feature-title: ନିଜ ନୀତି... — [290, 425, 348, 442]
ad-text: Simplex, Duplex and Triplex available for sale within gated community and facilities like Children's Play Area, community Centre, land scape Garden, Volleyball and Badminton Court etc. Near Haribhaina Chhak, Jatni Town. Contact: 9337333685. — [15, 1333, 137, 1489]
satire-header — [11, 249, 281, 290]
ad-text: Newly opened full body massage center by expert therapist. 7381172169. — [154, 1347, 268, 1403]
swatch-group-cmyk-3 — [1200, 2321, 1262, 2335]
sign-text: ସ୍ୱାସ୍ଥ୍ୟ ଉନ୍ନତି ହେବ । କାର୍ଯ୍ୟରେ ସଫଳତା ମିଳିବ । ଆର୍ଥିକ ସ୍ଥିତି ଭଲ ରହିବ । ପରିବାର ସହ ସମୟ କଟାଇବେ । ନୂତନ ସୁଯୋଗ ଆସିବ । ଯାତ୍ରା ମଙ୍ଗଳମୟ ହେବ । — [1294, 1062, 1461, 1115]
sign-name: ମକର — [1225, 975, 1289, 992]
sign-name: କୁମ୍ଭ — [1225, 1061, 1289, 1078]
ad-item[interactable] — [10, 1327, 143, 1507]
